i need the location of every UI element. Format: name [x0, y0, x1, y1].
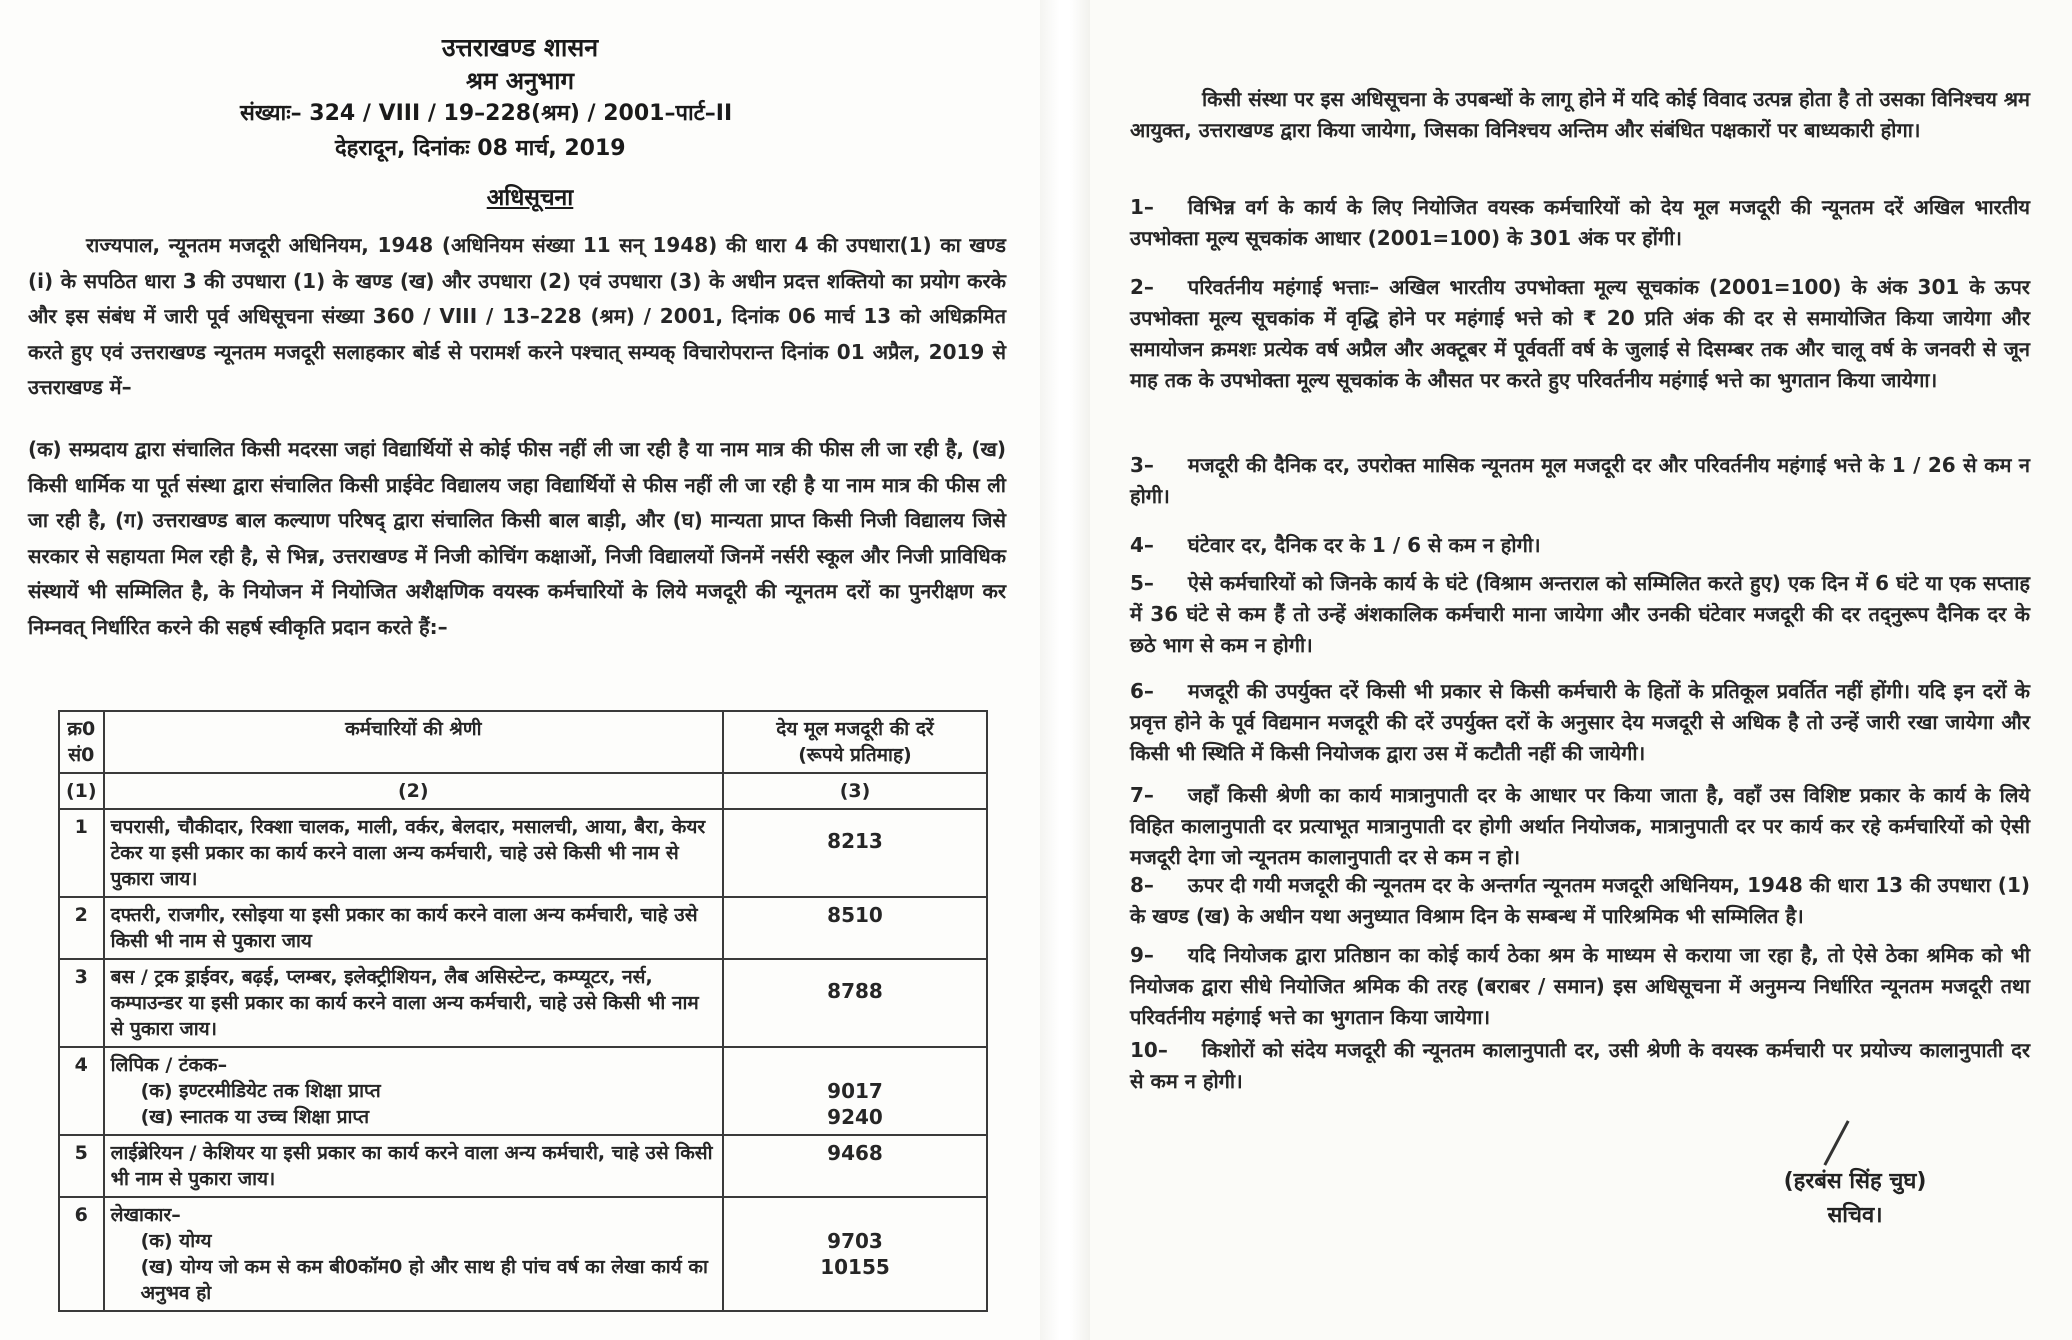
- clause-2: [1130, 272, 2030, 396]
- header-wage-unit: (रूपये प्रतिमाह): [798, 744, 912, 766]
- row-wage: [723, 897, 987, 959]
- clause-number: 4–: [1130, 533, 1154, 557]
- clause-10: [1130, 1035, 2030, 1097]
- row-number: 4: [59, 1047, 104, 1135]
- place-date: देहरादून, दिनांकः 08 मार्च, 2019: [335, 136, 626, 161]
- clause-text: घंटेवार दर, दैनिक दर के 1 / 6 से कम न होगी।: [1187, 533, 1541, 557]
- row-category: बस / ट्रक ड्राईवर, बढ़ई, प्लम्बर, इलेक्ट्रीशियन, लैब असिस्टेन्ट, कम्प्यूटर, नर्स, कम्पाउन्डर या इसी प्रकार का कार्य करने वाला अन्य कर्मचारी, चाहे उसे किसी भी नाम से पुकारा जाय।: [104, 959, 723, 1047]
- clause-text: जहाँ किसी श्रेणी का कार्य मात्रानुपाती दर के आधार पर किया जाता है, वहाँ उस विशिष्ट प्रकार के कार्य के लिये विहित कालानुपाती दर प्रत्याभूत मात्रानुपाती दर होगी अर्थात नियोजक, मात्रानुपाती दर पर कार्य कर रहे कर्मचारियों को ऐसी मजदूरी देगा जो न्यूनतम कालानुपाती दर से कम न हो।: [1130, 783, 2030, 869]
- row-category-title: लिपिक / टंकक–: [110, 1054, 228, 1076]
- clause-5: [1130, 568, 2030, 661]
- col-num-1: (1): [59, 773, 104, 809]
- clause-text: ऐसे कर्मचारियों को जिनके कार्य के घंटे (विश्राम अन्तराल को सम्मिलित करते हुए) एक दिन में 6 घंटे या एक सप्ताह में 36 घंटे से कम हैं तो उन्हें अंशकालिक कर्मचारी माना जायेगा और उनकी घंटेवार मजदूरी की दर तद्नुरूप दैनिक दर के छठे भाग से कम न होगी।: [1130, 571, 2030, 657]
- header-category: कर्मचारियों की श्रेणी: [104, 711, 723, 773]
- row-category: चपरासी, चौकीदार, रिक्शा चालक, माली, वर्कर, बेलदार, मसालची, आया, बैरा, केयर टेकर या इसी प्रकार का कार्य करने वाला अन्य कर्मचारी, चाहे उसे किसी भी नाम से पुकारा जाय।: [104, 809, 723, 897]
- column-number-row: [59, 773, 987, 809]
- clause-7: [1130, 780, 2030, 873]
- row-number: 6: [59, 1197, 104, 1311]
- row-wage: [723, 809, 987, 897]
- row-subcategory: (ख) स्नातक या उच्च शिक्षा प्राप्त: [140, 1106, 370, 1128]
- signatory-name: (हरबंस सिंह चुघ): [1783, 1169, 1927, 1194]
- wage-value: 8213: [827, 829, 883, 853]
- col-num-2: (2): [104, 773, 723, 809]
- row-wage: [723, 959, 987, 1047]
- reference-number: संख्याः– 324 / VIII / 19–228(श्रम) / 2001–पार्ट–II: [240, 101, 733, 126]
- clause-text: किशोरों को संदेय मजदूरी की न्यूनतम कालानुपाती दर, उसी श्रेणी के वयस्क कर्मचारी पर प्रयोज्य कालानुपाती दर से कम न होगी।: [1130, 1038, 2030, 1093]
- table-row: [59, 897, 987, 959]
- signatory-designation: सचिव।: [1827, 1203, 1883, 1228]
- wage-value: 9468: [827, 1141, 883, 1165]
- row-category: लाईब्रेरियन / केशियर या इसी प्रकार का कार्य करने वाला अन्य कर्मचारी, चाहे उसे किसी भी नाम से पुकारा जाय।: [104, 1135, 723, 1197]
- categories-paragraph: (क) सम्प्रदाय द्वारा संचालित किसी मदरसा जहां विद्यार्थियों से कोई फीस नहीं ली जा रही है या नाम मात्र की फीस ली जा रही है, (ख) किसी धार्मिक या पूर्त संस्था द्वारा संचालित किसी प्राईवेट विद्यालय जहा विद्यार्थियों से फीस नहीं ली जा रही है या नाम मात्र की फीस ली जा रही है, (ग) उत्तराखण्ड बाल कल्याण परिषद् द्वारा संचालित किसी बाल बाड़ी, और (घ) मान्यता प्राप्त किसी निजी विद्यालय जिसे सरकार से सहायता मिल रही है, से भिन्न, उत्तराखण्ड में निजी कोचिंग कक्षाओं, निजी विद्यालयों जिनमें नर्सरी स्कूल और निजी प्राविधिक संस्थायें भी सम्मिलित है, के नियोजन में नियोजित अशैक्षणिक वयस्क कर्मचारियों के लिये मजदूरी की न्यूनतम दरों का पुनरीक्षण कर निम्नवत् निर्धारित करने की सहर्ष स्वीकृति प्रदान करते हैं:–: [28, 437, 1006, 639]
- col-num-3: (3): [723, 773, 987, 809]
- clause-number: 3–: [1130, 453, 1154, 477]
- section-heading: श्रम अनुभाग: [466, 67, 574, 95]
- clause-number: 9–: [1130, 943, 1154, 967]
- clause-text: विभिन्न वर्ग के कार्य के लिए नियोजित वयस्क कर्मचारियों को देय मूल मजदूरी की न्यूनतम दरें अखिल भारतीय उपभोक्ता मूल्य सूचकांक आधार (2001=100) के 301 अंक पर होंगी।: [1130, 195, 2030, 250]
- clause-text: मजदूरी की दैनिक दर, उपरोक्त मासिक न्यूनतम मूल मजदूरी दर और परिवर्तनीय महंगाई भत्ते के 1 / 26 से कम न होगी।: [1130, 453, 2030, 508]
- table-row: [59, 1047, 987, 1135]
- wage-table: [58, 710, 988, 1312]
- row-category: [104, 1047, 723, 1135]
- clause-text: ऊपर दी गयी मजदूरी की न्यूनतम दर के अन्तर्गत न्यूनतम मजदूरी अधिनियम, 1948 की धारा 13 की उपधारा (1) के खण्ड (ख) के अधीन यथा अनुध्यात विश्राम दिन के सम्बन्ध में पारिश्रमिक भी सम्मिलित है।: [1130, 873, 2030, 928]
- clause-text: मजदूरी की उपर्युक्त दरें किसी भी प्रकार से किसी कर्मचारी के हितों के प्रतिकूल प्रवर्तित नहीं होंगी। यदि इन दरों के प्रवृत्त होने के पूर्व विद्यमान मजदूरी की दरें उपर्युक्त दरों के अनुसार देय मजदूरी से अधिक है तो उन्हें जारी रखा जायेगा और किसी भी स्थिति में किसी नियोजक द्वारा उस में कटौती नहीं की जायेगी।: [1130, 679, 2030, 765]
- row-number: 5: [59, 1135, 104, 1197]
- row-number: 1: [59, 809, 104, 897]
- wage-value: 9017: [827, 1079, 883, 1103]
- wage-value: 9240: [827, 1105, 883, 1129]
- row-category-title: लेखाकार–: [110, 1204, 181, 1226]
- table-row: [59, 1135, 987, 1197]
- header-wage: [723, 711, 987, 773]
- clause-1: [1130, 192, 2030, 254]
- clause-number: 8–: [1130, 873, 1154, 897]
- clause-4: [1130, 530, 2030, 561]
- clause-text: किसी संस्था पर इस अधिसूचना के उपबन्धों के लागू होने में यदि कोई विवाद उत्पन्न होता है तो उसका विनिश्चय श्रम आयुक्त, उत्तराखण्ड द्वारा किया जायेगा, जिसका विनिश्चय अन्तिम और संबंधित पक्षकारों पर बाध्यकारी होगा।: [1130, 87, 2030, 142]
- government-heading: उत्तराखण्ड शासन: [441, 33, 599, 62]
- row-category: दफ्तरी, राजगीर, रसोइया या इसी प्रकार का कार्य करने वाला अन्य कर्मचारी, चाहे उसे किसी भी नाम से पुकारा जाय: [104, 897, 723, 959]
- wage-value: 8510: [827, 903, 883, 927]
- row-subcategory: (क) योग्य: [140, 1230, 212, 1252]
- intro-paragraph: राज्यपाल, न्यूनतम मजदूरी अधिनियम, 1948 (अधिनियम संख्या 11 सन् 1948) की धारा 4 की उपधारा(1) का खण्ड (i) के सपठित धारा 3 की उपधारा (1) के खण्ड (ख) और उपधारा (2) एवं उपधारा (3) के अधीन प्रदत्त शक्तियो का प्रयोग करके और इस संबंध में जारी पूर्व अधिसूचना संख्या 360 / VIII / 13–228 (श्रम) / 2001, दिनांक 06 मार्च 13 को अधिक्रमित करते हुए एवं उत्तराखण्ड न्यूनतम मजदूरी सलाहकार बोर्ड से परामर्श करने पश्चात् सम्यक् विचारोपरान्त दिनांक 01 अप्रैल, 2019 से उत्तराखण्ड में–: [28, 233, 1006, 399]
- header-wage-label: देय मूल मजदूरी की दरें: [776, 718, 934, 740]
- clause-number: 7–: [1130, 783, 1154, 807]
- table-header-row: [59, 711, 987, 773]
- table-row: [59, 809, 987, 897]
- clause-number: 2–: [1130, 275, 1154, 299]
- clause-text: परिवर्तनीय महंगाई भत्ताः– अखिल भारतीय उपभोक्ता मूल्य सूचकांक (2001=100) के अंक 301 के ऊपर उपभोक्ता मूल्य सूचकांक में वृद्धि होने पर महंगाई भत्ते को ₹ 20 प्रति अंक की दर से समायोजित किया जायेगा और समायोजन क्रमशः प्रत्येक वर्ष अप्रैल और अक्टूबर में पूर्ववर्ती वर्ष के जुलाई से दिसम्बर तक और चालू वर्ष के जनवरी से जून माह तक के उपभोक्ता मूल्य सूचकांक के औसत पर करते हुए परिवर्तनीय महंगाई भत्ते का भुगतान किया जायेगा।: [1130, 275, 2030, 392]
- row-subcategory: (क) इण्टरमीडियेट तक शिक्षा प्राप्त: [140, 1080, 381, 1102]
- clause-6: [1130, 676, 2030, 769]
- table-row: [59, 959, 987, 1047]
- row-number: 2: [59, 897, 104, 959]
- clause-number: 5–: [1130, 571, 1154, 595]
- wage-value: 9703: [827, 1229, 883, 1253]
- row-subcategory: (ख) योग्य जो कम से कम बी0कॉम0 हो और साथ ही पांच वर्ष का लेखा कार्य का अनुभव हो: [140, 1256, 708, 1304]
- row-wage: [723, 1047, 987, 1135]
- row-wage: [723, 1197, 987, 1311]
- clause-9: [1130, 940, 2030, 1033]
- clause-text: यदि नियोजक द्वारा प्रतिष्ठान का कोई कार्य ठेका श्रम के माध्यम से कराया जा रहा है, तो ऐसे ठेका श्रमिक को भी नियोजक द्वारा सीधे नियोजित श्रमिक की तरह (बराबर / समान) इस अधिसूचना में अनुमन्य निर्धारित न्यूनतम मजदूरी तथा परिवर्तनीय महंगाई भत्ते का भुगतान किया जायेगा।: [1130, 943, 2030, 1029]
- clause-number: 1–: [1130, 195, 1154, 219]
- notification-title: अधिसूचना: [486, 185, 574, 211]
- page-gutter: [1040, 0, 1090, 1340]
- clause-number: 10–: [1130, 1038, 1168, 1062]
- row-category: [104, 1197, 723, 1311]
- signature-block: [1740, 1165, 1970, 1233]
- header-sno: क्र0 सं0: [59, 711, 104, 773]
- table-row: [59, 1197, 987, 1311]
- clause-number: 6–: [1130, 679, 1154, 703]
- row-wage: [723, 1135, 987, 1197]
- clause-8: [1130, 870, 2030, 932]
- clause-preamble: [1130, 84, 2030, 146]
- wage-value: 8788: [827, 979, 883, 1003]
- wage-value: 10155: [820, 1255, 890, 1279]
- clause-3: [1130, 450, 2030, 512]
- row-number: 3: [59, 959, 104, 1047]
